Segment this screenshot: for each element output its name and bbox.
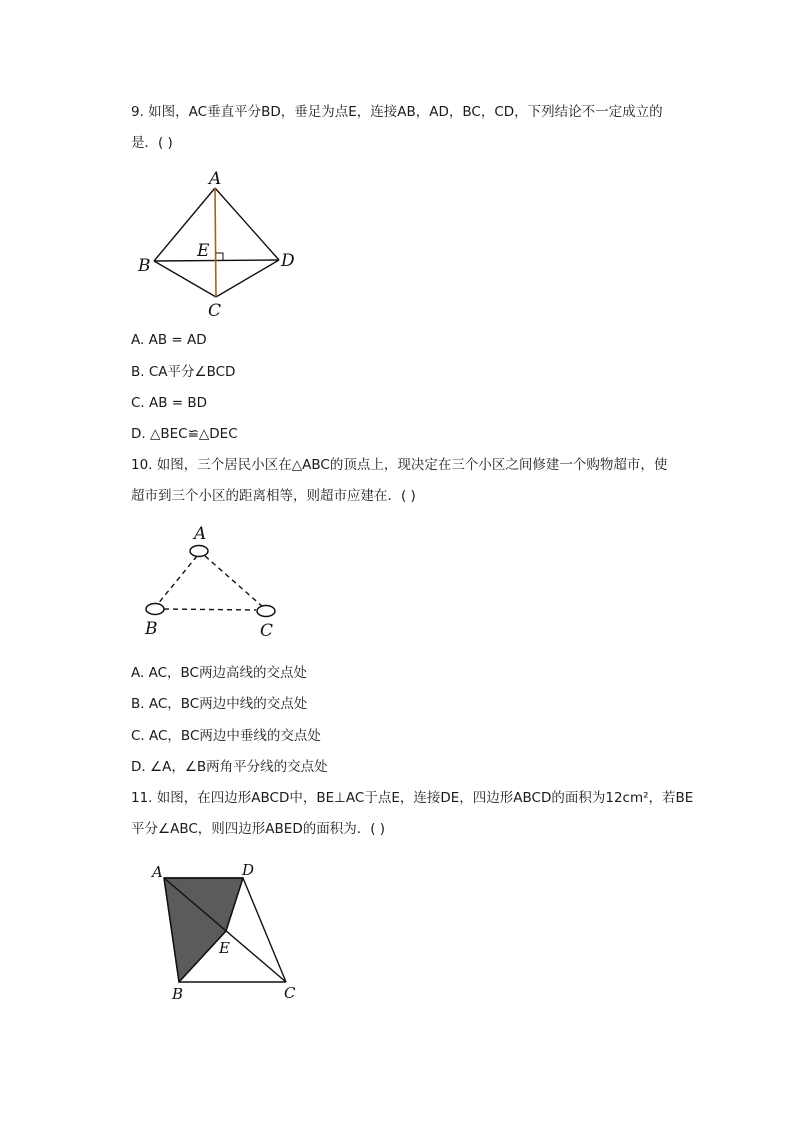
q10-dashed-ab [157, 556, 197, 605]
q9-option-a: A. AB = AD [131, 332, 207, 348]
q11-label-d: D [242, 861, 255, 879]
q10-stem-line1: 10. 如图，三个居民小区在△ABC的顶点上，现决定在三个小区之间修建一个购物超市，使 [131, 457, 668, 473]
q10-label-c: C [260, 621, 274, 641]
q9-segment-ac [215, 188, 216, 297]
q9-option-d: D. △BEC≌△DEC [131, 426, 238, 442]
q10-vertex-b-ellipse [146, 604, 164, 615]
q11-shaded-region-abed [164, 878, 243, 982]
q9-label-d: D [281, 251, 295, 271]
q11-segment-dc [243, 878, 286, 982]
q10-option-a: A. AC，BC两边高线的交点处 [131, 665, 307, 681]
q10-dashed-bc [164, 609, 256, 610]
q10-option-d: D. ∠A，∠B两角平分线的交点处 [131, 759, 328, 775]
q10-option-c: C. AC，BC两边中垂线的交点处 [131, 728, 321, 744]
q10-vertex-c-ellipse [257, 606, 275, 617]
q9-option-b: B. CA平分∠BCD [131, 364, 236, 380]
q9-label-a: A [209, 169, 222, 189]
q9-figure [130, 165, 310, 320]
q9-stem-line2: 是．( ) [131, 135, 173, 151]
q11-figure [145, 855, 315, 1005]
q9-segment-ad [215, 188, 279, 260]
q10-vertex-a-ellipse [190, 546, 208, 557]
q11-stem-line2: 平分∠ABC，则四边形ABED的面积为．( ) [131, 821, 386, 837]
q10-option-b: B. AC，BC两边中线的交点处 [131, 696, 308, 712]
q9-right-angle-mark [216, 253, 223, 260]
q10-figure [135, 520, 295, 645]
q9-stem-line1: 9. 如图，AC垂直平分BD，垂足为点E，连接AB，AD，BC，CD，下列结论不一定成立的 [131, 104, 663, 120]
q9-segment-dc [216, 260, 279, 297]
q11-label-b: B [172, 985, 184, 1003]
q10-label-b: B [145, 619, 158, 639]
q10-dashed-ac [205, 556, 263, 607]
q11-label-c: C [284, 984, 296, 1002]
q10-label-a: A [194, 524, 207, 544]
q11-stem-line1: 11. 如图，在四边形ABCD中，BE⊥AC于点E，连接DE，四边形ABCD的面积为12cm²，若BE [131, 790, 694, 806]
q9-option-c: C. AB = BD [131, 395, 208, 411]
q9-label-b: B [138, 256, 151, 276]
q9-segment-bd [154, 260, 279, 261]
q9-label-c: C [208, 301, 222, 320]
q10-stem-line2: 超市到三个小区的距离相等，则超市应建在．( ) [131, 488, 416, 504]
q11-label-a: A [152, 863, 163, 881]
q9-segment-bc [154, 261, 216, 297]
q9-label-e: E [197, 241, 210, 261]
q11-label-e: E [219, 939, 230, 957]
